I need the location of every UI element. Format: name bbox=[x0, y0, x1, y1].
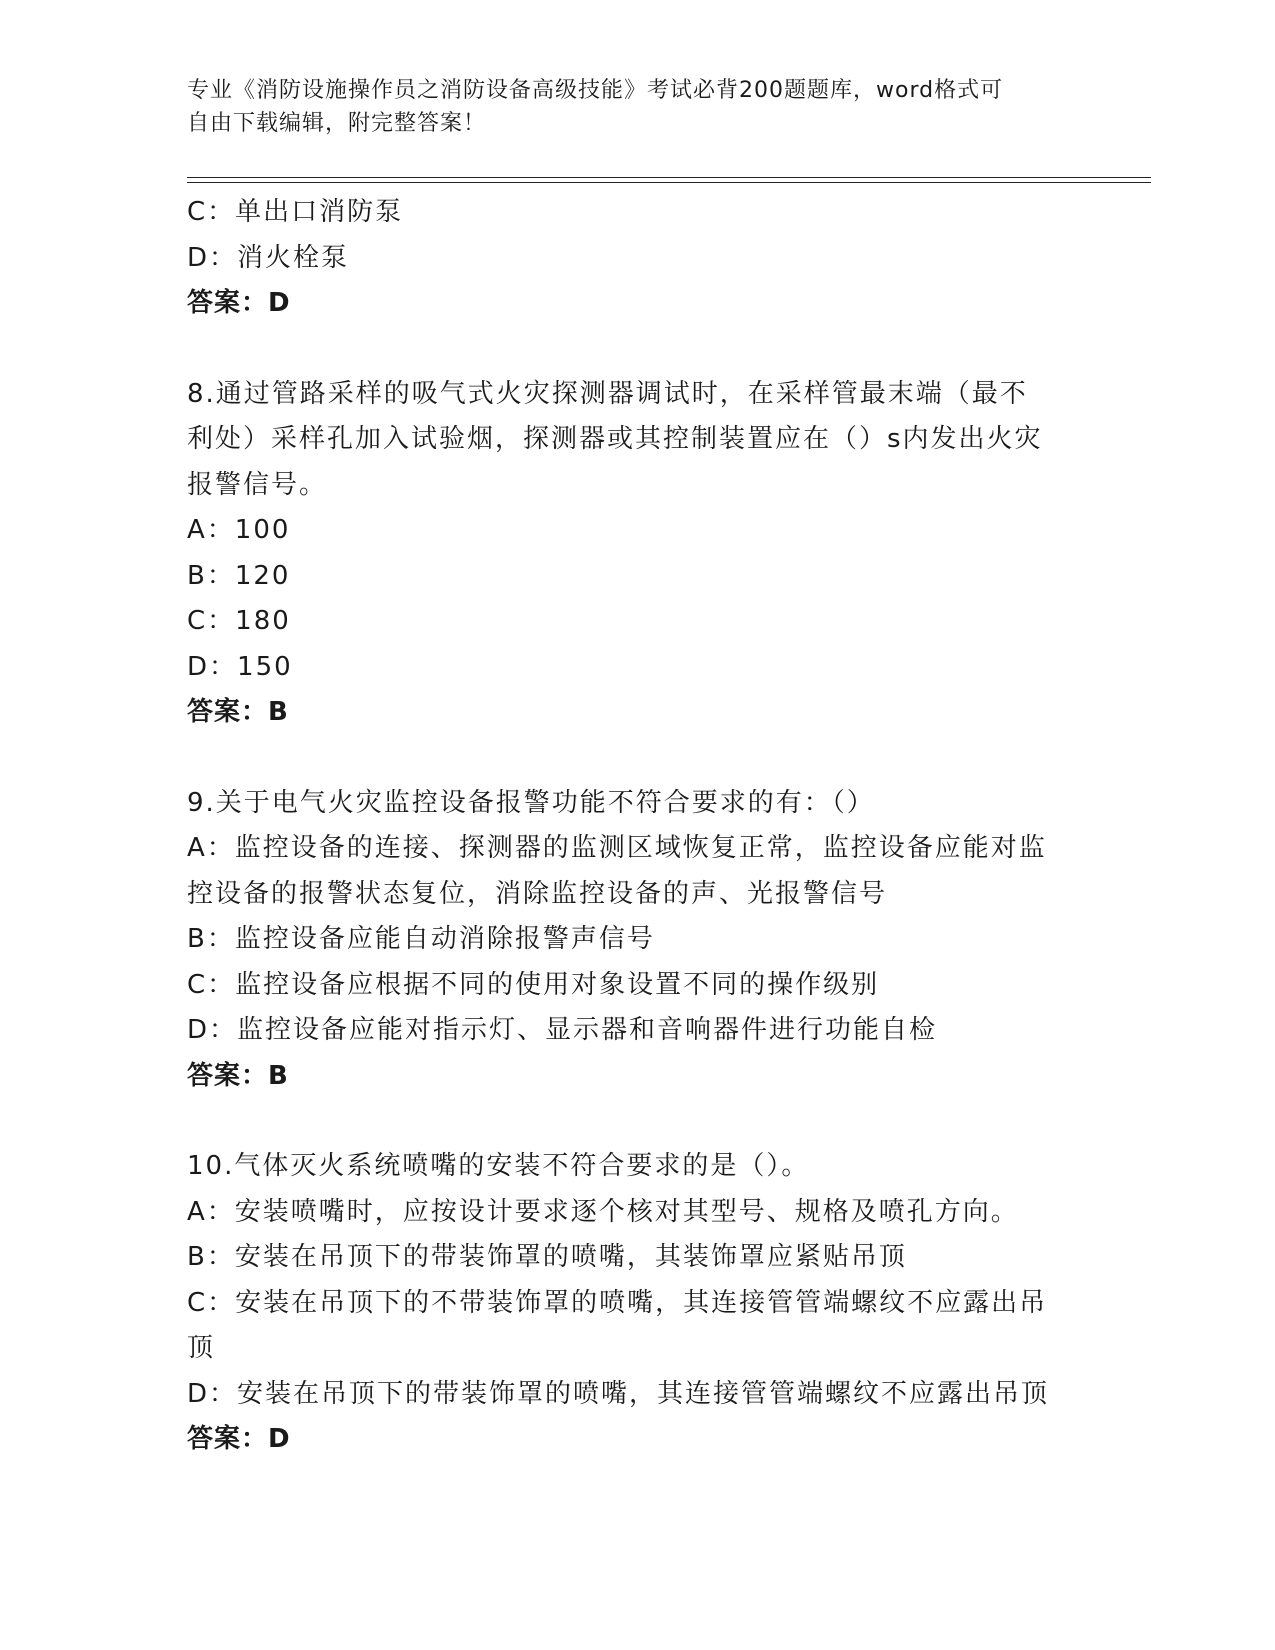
option-c: C：监控设备应根据不同的使用对象设置不同的操作级别 bbox=[187, 969, 880, 1000]
option-a: A：监控设备的连接、探测器的监测区域恢复正常，监控设备应能对监 bbox=[187, 833, 1047, 863]
option-c-continued: 顶 bbox=[187, 1333, 216, 1363]
option-a-continued: 控设备的报警状态复位，消除监控设备的声、光报警信号 bbox=[187, 878, 888, 909]
header-line-2: 自由下载编辑，附完整答案！ bbox=[187, 111, 487, 136]
option-b: B：安装在吊顶下的带装饰罩的喷嘴，其装饰罩应紧贴吊顶 bbox=[187, 1242, 907, 1272]
question-block bbox=[187, 190, 1087, 327]
question-block bbox=[187, 1144, 1087, 1463]
question-gap bbox=[187, 327, 1087, 372]
option-d: D：150 bbox=[187, 651, 293, 682]
question-stem: 报警信号。 bbox=[187, 469, 328, 500]
answer-line: 答案：B bbox=[187, 1060, 289, 1091]
option-d: D：消火栓泵 bbox=[187, 242, 350, 273]
question-stem: 9.关于电气火灾监控设备报警功能不符合要求的有：（） bbox=[187, 787, 875, 818]
option-a: A：100 bbox=[187, 515, 291, 545]
answer-line: 答案：D bbox=[187, 288, 291, 318]
answer-line: 答案：D bbox=[187, 1424, 291, 1454]
question-stem: 利处）采样孔加入试验烟，探测器或其控制装置应在（）s内发出火灾 bbox=[187, 424, 1043, 454]
question-list bbox=[187, 190, 1087, 1463]
option-c: C：单出口消防泵 bbox=[187, 197, 404, 227]
option-c: C：180 bbox=[187, 606, 291, 636]
question-gap bbox=[187, 1099, 1087, 1144]
answer-line: 答案：B bbox=[187, 697, 289, 727]
question-stem: 10.气体灭火系统喷嘴的安装不符合要求的是（）。 bbox=[187, 1151, 810, 1181]
option-d: D：安装在吊顶下的带装饰罩的喷嘴，其连接管管端螺纹不应露出吊顶 bbox=[187, 1378, 1050, 1409]
option-d: D：监控设备应能对指示灯、显示器和音响器件进行功能自检 bbox=[187, 1015, 938, 1045]
option-c: C：安装在吊顶下的不带装饰罩的喷嘴，其连接管管端螺纹不应露出吊 bbox=[187, 1287, 1048, 1318]
question-block bbox=[187, 781, 1087, 1100]
option-b: B：监控设备应能自动消除报警声信号 bbox=[187, 924, 655, 954]
header-line-1: 专业《消防设施操作员之消防设备高级技能》考试必背200题题库，word格式可 bbox=[187, 78, 1004, 103]
option-a: A：安装喷嘴时，应按设计要求逐个核对其型号、规格及喷孔方向。 bbox=[187, 1196, 1019, 1227]
question-stem: 8.通过管路采样的吸气式火灾探测器调试时，在采样管最末端（最不 bbox=[187, 378, 1028, 409]
question-gap bbox=[187, 736, 1087, 781]
page-header bbox=[187, 74, 1067, 140]
header-rule-bottom bbox=[187, 182, 1151, 183]
question-block bbox=[187, 372, 1087, 736]
option-b: B：120 bbox=[187, 560, 291, 591]
header-rule-top bbox=[187, 177, 1151, 178]
